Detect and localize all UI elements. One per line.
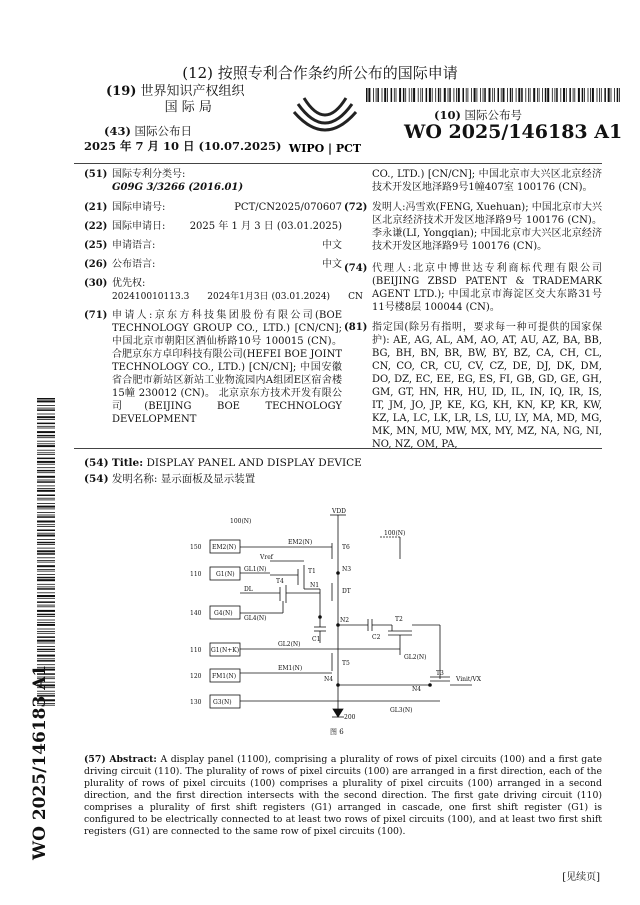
barcode-bar	[37, 579, 55, 581]
barcode-bar	[37, 461, 55, 463]
barcode-bar	[37, 588, 55, 590]
g4n-label: G4(N)	[214, 610, 233, 617]
barcode-bar	[471, 88, 472, 102]
barcode-bar	[37, 495, 55, 497]
barcode-bar	[37, 601, 55, 603]
barcode-bar	[507, 88, 508, 102]
barcode-bar	[458, 88, 460, 102]
pubno-label: 国际公布号	[464, 108, 523, 122]
barcode-bar	[454, 88, 455, 102]
barcode-bar	[413, 88, 415, 102]
barcode-bar	[387, 88, 388, 102]
barcode-bar	[463, 88, 465, 102]
barcode-bar	[37, 428, 55, 429]
barcode-bar	[37, 437, 55, 438]
barcode-bar	[542, 88, 543, 102]
r110-label: 110	[190, 571, 202, 578]
barcode-bar	[37, 577, 55, 579]
barcode-bar	[429, 88, 431, 102]
barcode-bar	[545, 88, 547, 102]
barcode-bar	[590, 88, 591, 102]
barcode-bar	[37, 481, 55, 483]
barcode-bar	[37, 503, 55, 504]
barcode-bar	[617, 88, 619, 102]
barcode-bar	[394, 88, 395, 102]
t6-label: T6	[342, 544, 350, 551]
sidebar-publication-number: WO 2025/146183 A1	[30, 664, 50, 860]
barcode-bar	[418, 88, 419, 102]
barcode-bar	[37, 530, 55, 532]
barcode-bar	[474, 88, 476, 102]
barcode-bar	[37, 398, 55, 400]
barcode	[366, 88, 622, 102]
em2n-line-label: EM2(N)	[288, 539, 313, 546]
barcode-bar	[555, 88, 556, 102]
r150-label: 150	[190, 544, 202, 551]
barcode-bar	[566, 88, 567, 102]
abstract-text: A display panel (1100), comprising a plurality of rows of pixel circuits (100) and a first gate driving circuit (110). The plurality of rows of pixel circuits (100) are arranged in a first direction, each of the plurality of rows of pixel circuits (100) comprises a plurality of pixel circuits (100) arranged in a second direction, and the first direction intersects with the second direction. The first gate driving circuit (110) comprises a plurality of first shift registers (G1) arranged in cascade, one first shift register (G1) is configured to be electrically connected to at least two rows of pixel circuits (100), and at least two first shift registers (G1) are connected to the same row of pixel circuits (100).	[84, 754, 602, 837]
barcode-bar	[510, 88, 512, 102]
barcode-bar	[518, 88, 520, 102]
abstract-label: Abstract:	[109, 754, 157, 765]
barcode-bar	[516, 88, 517, 102]
barcode-bar	[37, 640, 55, 642]
org-bureau: 国 际 局	[164, 100, 212, 115]
ipc-value: G09G 3/3266 (2016.01)	[112, 182, 244, 193]
barcode-bar	[37, 565, 55, 567]
barcode-bar	[37, 550, 55, 552]
gl2n-label: GL2(N)	[278, 641, 301, 648]
barcode-bar	[512, 88, 513, 102]
barcode-bar	[619, 88, 620, 102]
barcode-bar	[37, 629, 55, 630]
barcode-bar	[37, 441, 55, 442]
gl3n-label: GL3(N)	[390, 707, 413, 714]
barcode-bar	[37, 521, 55, 523]
barcode-bar	[501, 88, 502, 102]
barcode-bar	[37, 598, 55, 599]
barcode-bar	[37, 467, 55, 468]
barcode-bar	[37, 535, 55, 537]
barcode-bar	[426, 88, 428, 102]
barcode-bar	[37, 515, 55, 516]
barcode-bar	[403, 88, 405, 102]
barcode-bar	[37, 450, 55, 451]
barcode-bar	[37, 660, 55, 662]
barcode-bar	[37, 544, 55, 545]
barcode-bar	[377, 88, 379, 102]
vinit-label: Vinit/VX	[456, 676, 481, 683]
org-name: 世界知识产权组织	[140, 84, 245, 99]
barcode-bar	[37, 542, 55, 544]
barcode-bar	[560, 88, 561, 102]
title-block	[84, 455, 602, 487]
barcode-bar	[466, 88, 467, 102]
barcode-bar	[409, 88, 410, 102]
barcode-bar	[37, 452, 55, 453]
section-divider	[74, 448, 602, 449]
barcode-bar	[396, 88, 397, 102]
barcode-bar	[498, 88, 500, 102]
barcode-bar	[552, 88, 553, 102]
barcode-bar	[37, 658, 55, 659]
barcode-bar	[37, 557, 55, 558]
barcode-bar	[601, 88, 602, 102]
barcode-bar	[37, 553, 55, 555]
barcode-bar	[494, 88, 495, 102]
barcode-bar	[521, 88, 523, 102]
barcode-bar	[37, 408, 55, 409]
barcode-bar	[480, 88, 481, 102]
barcode-bar	[37, 614, 55, 616]
barcode-bar	[37, 470, 55, 472]
barcode-bar	[37, 488, 55, 489]
barcode-bar	[37, 500, 55, 501]
fm1n-label: FM1(N)	[212, 673, 237, 680]
barcode-bar	[37, 526, 55, 527]
logo-text: WIPO | PCT	[288, 142, 362, 155]
barcode-bar	[588, 88, 589, 102]
barcode-bar	[614, 88, 615, 102]
barcode-bar	[608, 88, 610, 102]
barcode-bar	[366, 88, 368, 102]
barcode-bar	[37, 445, 55, 447]
barcode-bar	[37, 498, 55, 499]
barcode-bar	[444, 88, 446, 102]
barcode-bar	[37, 400, 55, 402]
barcode-bar	[37, 480, 55, 481]
barcode-bar	[37, 443, 55, 444]
barcode-bar	[405, 88, 406, 102]
document-title: (12) 按照专利合作条约所公布的国际申请	[182, 64, 458, 82]
barcode-bar	[420, 88, 421, 102]
barcode-bar	[37, 548, 55, 549]
vdd-label: VDD	[332, 508, 346, 515]
barcode-bar	[449, 88, 451, 102]
barcode-bar	[435, 88, 436, 102]
barcode-bar	[37, 587, 55, 588]
g1n-label: G1(N)	[216, 571, 235, 578]
barcode-bar	[438, 88, 440, 102]
barcode-bar	[37, 414, 55, 415]
barcode-bar	[440, 88, 441, 102]
barcode-bar	[432, 88, 433, 102]
barcode-bar	[539, 88, 540, 102]
barcode-bar	[37, 606, 55, 607]
gl1n-label: GL1(N)	[244, 566, 267, 573]
org-number: (19)	[106, 84, 137, 99]
n4b-label: N4	[412, 686, 422, 693]
publication-date-block	[84, 124, 281, 154]
barcode-bar	[37, 605, 55, 606]
barcode-bar	[37, 509, 55, 510]
t2-label: T2	[395, 616, 403, 623]
barcode-bar	[525, 88, 526, 102]
barcode-bar	[37, 649, 55, 651]
g3n-label: G3(N)	[213, 699, 232, 706]
barcode-bar	[37, 610, 55, 612]
t3-label: T3	[436, 670, 444, 677]
r130-label: 130	[190, 699, 202, 706]
barcode-bar	[528, 88, 529, 102]
n1-label: N1	[310, 582, 320, 589]
barcode-bar	[37, 584, 55, 585]
barcode-bar	[382, 88, 383, 102]
barcode-bar	[556, 88, 558, 102]
barcode-bar	[37, 622, 55, 623]
barcode-bar	[37, 435, 55, 437]
barcode-bar	[37, 512, 55, 513]
barcode-bar	[448, 88, 449, 102]
barcode-bar	[599, 88, 600, 102]
dt-label: DT	[342, 588, 351, 595]
barcode-bar	[574, 88, 575, 102]
barcode-bar	[530, 88, 531, 102]
barcode-bar	[492, 88, 493, 102]
t4-label: T4	[276, 578, 284, 585]
g1nk-label: G1(N+K)	[211, 647, 240, 654]
barcode-bar	[597, 88, 598, 102]
barcode-bar	[368, 88, 370, 102]
barcode-bar	[37, 419, 55, 420]
organization-block	[106, 84, 245, 116]
barcode-bar	[37, 539, 55, 540]
barcode-bar	[37, 423, 55, 425]
barcode-bar	[37, 506, 55, 508]
r140-label: 140	[190, 610, 202, 617]
barcode-bar	[592, 88, 594, 102]
abstract	[84, 754, 602, 838]
barcode-bar	[584, 88, 585, 102]
publication-number-block	[404, 108, 623, 143]
barcode-bar	[37, 592, 55, 593]
header-divider	[74, 163, 602, 164]
barcode-bar	[384, 88, 386, 102]
circuit-figure	[180, 505, 510, 740]
barcode-bar	[468, 88, 469, 102]
barcode-bar	[37, 454, 55, 455]
vref-label: Vref	[260, 554, 273, 561]
barcode-bar	[582, 88, 584, 102]
barcode-bar	[37, 524, 55, 525]
r110b-label: 110	[190, 647, 202, 654]
pubdate-value: 2025 年 7 月 10 日 (10.07.2025)	[84, 139, 282, 153]
n100-right-label: 100(N)	[384, 530, 406, 537]
t1-label: T1	[308, 568, 316, 575]
barcode-bar	[563, 88, 565, 102]
english-title: (54) Title: DISPLAY PANEL AND DISPLAY DEVICE	[84, 457, 362, 469]
t5-label: T5	[342, 660, 350, 667]
barcode-bar	[37, 569, 55, 570]
barcode-bar	[604, 88, 606, 102]
r120-label: 120	[190, 673, 202, 680]
barcode-bar	[37, 595, 55, 597]
barcode-bar	[37, 405, 55, 406]
gl2n-b-label: GL2(N)	[404, 654, 427, 661]
barcode-bar	[483, 88, 484, 102]
barcode-bar	[489, 88, 491, 102]
dl-label: DL	[244, 586, 253, 593]
barcode-bar	[37, 431, 55, 433]
barcode-bar	[37, 616, 55, 617]
barcode-bar	[37, 646, 55, 647]
barcode-bar	[547, 88, 549, 102]
continued-marker: [见续页]	[562, 872, 600, 883]
barcode-bar	[37, 426, 55, 427]
field-51: (51) 国际专利分类号: G09G 3/3266 (2016.01)	[84, 169, 244, 193]
barcode-bar	[37, 636, 55, 638]
barcode-bar	[484, 88, 486, 102]
pubdate-number: (43)	[104, 124, 131, 138]
barcode-bar	[611, 88, 612, 102]
barcode-bar	[373, 88, 374, 102]
pubdate-label: 国际公布日	[134, 124, 193, 138]
n100-top-label: 100(N)	[230, 518, 252, 525]
barcode-bar	[37, 533, 55, 534]
gl4n-label: GL4(N)	[244, 615, 267, 622]
em2n-label: EM2(N)	[212, 544, 237, 551]
n4-label: N4	[324, 676, 334, 683]
barcode-bar	[37, 560, 55, 561]
barcode-bar	[37, 655, 55, 657]
pubno-number: (10)	[434, 108, 461, 122]
chinese-title: (54) 发明名称: 显示面板及显示装置	[84, 473, 256, 485]
barcode-bar	[569, 88, 571, 102]
barcode-bar	[37, 490, 55, 492]
barcode-bar	[37, 562, 55, 563]
barcode-bar	[37, 458, 55, 460]
barcode-bar	[37, 620, 55, 621]
barcode-bar	[399, 88, 401, 102]
barcode-bar	[537, 88, 538, 102]
c2-label: C2	[372, 634, 381, 641]
barcode-bar	[37, 416, 55, 418]
barcode-bar	[422, 88, 423, 102]
barcode-bar	[503, 88, 505, 102]
barcode-bar	[573, 88, 574, 102]
barcode-bar	[456, 88, 457, 102]
barcode-bar	[37, 409, 55, 411]
barcode-bar	[37, 651, 55, 652]
em1n-line-label: EM1(N)	[278, 665, 303, 672]
barcode-bar	[578, 88, 580, 102]
barcode-bar	[533, 88, 535, 102]
barcode-bar	[37, 476, 55, 478]
barcode-bar	[37, 574, 55, 575]
barcode-bar	[37, 624, 55, 626]
abstract-number: (57)	[84, 754, 106, 765]
side-barcode	[37, 398, 55, 708]
barcode-bar	[37, 571, 55, 572]
barcode-bar	[477, 88, 478, 102]
barcode-bar	[37, 464, 55, 465]
c1-label: C1	[312, 636, 321, 643]
barcode-bar	[376, 88, 377, 102]
barcode-bar	[391, 88, 393, 102]
barcode-bar	[37, 631, 55, 632]
figure-caption: 图 6	[330, 728, 344, 736]
n3-label: N3	[342, 566, 352, 573]
barcode-bar	[37, 472, 55, 473]
wipo-pct-logo	[282, 90, 368, 156]
barcode-bar	[411, 88, 412, 102]
barcode-bar	[37, 643, 55, 644]
n2-label: N2	[340, 617, 350, 624]
barcode-bar	[37, 633, 55, 634]
barcode-bar	[37, 486, 55, 487]
publication-number: WO 2025/146183 A1	[404, 121, 623, 143]
barcode-bar	[37, 516, 55, 518]
l200-label: 200	[344, 714, 356, 721]
